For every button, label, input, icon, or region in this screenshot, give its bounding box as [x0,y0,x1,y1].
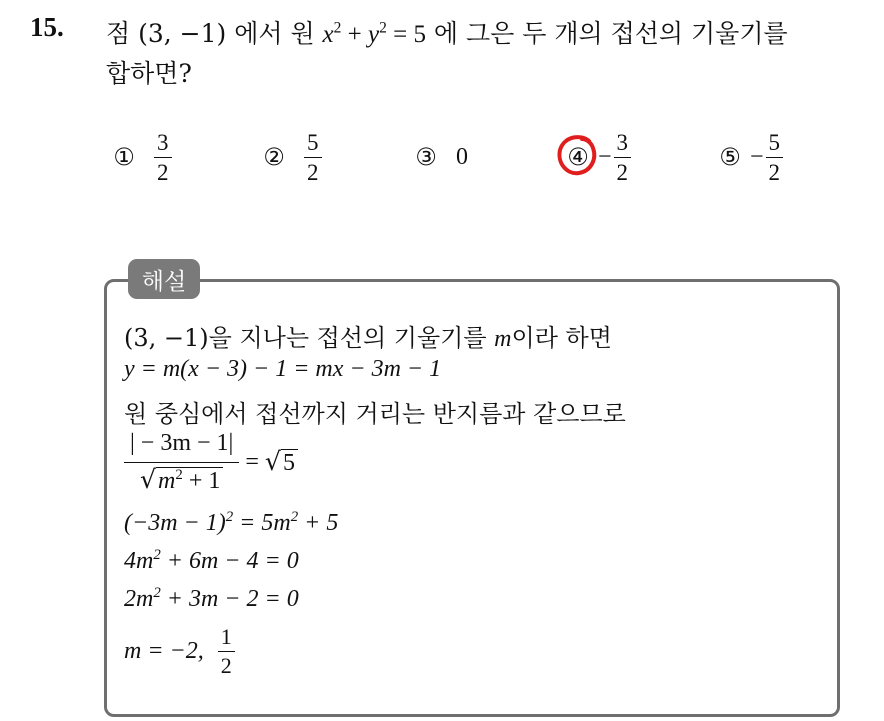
distance-denominator [140,463,223,495]
selection-circle-icon [555,133,599,179]
solution-line-5-c: + 5 [298,510,339,536]
choice-5-sign: − [750,143,764,170]
solution-line-3: 원 중심에서 접선까지 거리는 반지름과 같으므로 [124,400,626,428]
distance-numerator: | − 3m − 1| [124,430,239,463]
choice-4-marker: ④ [562,143,594,171]
choice-5-marker: ⑤ [719,143,741,171]
solution-line-6-a: 4m [124,548,154,574]
choice-2-denominator: 2 [307,159,319,185]
solution-line-7-a: 2m [124,586,154,612]
sqrt-symbol-icon: √ [139,465,157,494]
solution-line-5-b: = 5m [233,510,291,536]
solution-line-5-exp: 2 [225,508,234,525]
sqrt-symbol-icon: √ [264,446,281,476]
question-plus: + [341,21,369,48]
answer-denominator: 2 [220,653,232,678]
solution-line-4-eq: = [239,449,265,475]
choice-2[interactable] [258,126,322,188]
choice-4-denominator: 2 [616,159,629,185]
answer-fraction [218,626,235,677]
choice-2-fraction [304,131,322,184]
solution-line-8-a: m = −2, [124,638,210,664]
sqrt-rhs-value: 5 [281,449,298,476]
choice-1-marker: ① [113,143,135,171]
question-var-y: y [368,21,380,48]
solution-line-6-exp: 2 [153,546,161,563]
question-exp-x: 2 [333,19,342,37]
question-text-b: 에 그은 두 개의 접선의 기울기를 [425,19,788,48]
question-number: 15. [30,12,64,42]
choice-5[interactable] [714,126,783,188]
solution-line-2: y = m(x − 3) − 1 = mx − 3m − 1 [124,356,442,382]
solution-line-5-exp2: 2 [290,508,299,525]
solution-line-7-exp: 2 [153,584,161,601]
choice-3-marker: ③ [415,143,437,171]
choice-5-fraction [766,131,784,184]
radicand-rest: + 1 [182,468,221,494]
question-text [106,14,788,50]
choice-4-sign: − [598,143,612,170]
choice-5-numerator: 5 [766,131,784,158]
question-eq: = 5 [386,21,426,48]
choice-5-denominator: 2 [768,159,781,185]
choice-1-fraction [154,131,172,184]
choice-2-marker: ② [263,143,285,171]
choice-1-denominator: 2 [157,159,169,185]
solution-line-5-a: (−3m − 1) [124,510,226,536]
solution-line-6 [124,548,299,575]
solution-line-5 [124,510,338,537]
solution-line-1-a: (3, −1)을 지나는 접선의 기울기를 [124,324,495,352]
choice-3[interactable] [410,126,468,188]
choice-4-fraction [614,131,632,184]
question-text-line2: 합하면? [106,59,192,88]
question-var-x: x [322,21,334,48]
sqrt-radicand [156,467,223,494]
solution-line-1-var: m [494,326,512,352]
question-exp-y: 2 [379,19,387,37]
solution-line-8 [124,626,235,677]
solution-line-4 [124,430,298,495]
solution-line-1 [124,318,612,353]
sqrt-denominator [140,467,223,494]
choice-3-value: 0 [456,143,468,170]
answer-numerator: 1 [218,626,235,652]
solution-line-6-b: + 6m − 4 = 0 [160,548,299,574]
solution-line-7 [124,586,299,613]
choice-4[interactable] [562,126,631,188]
solution-tag: 해설 [128,259,200,299]
choice-1[interactable] [108,126,172,188]
choice-4-numerator: 3 [614,131,632,158]
choice-1-numerator: 3 [154,131,172,158]
solution-line-1-b: 이라 하면 [511,324,612,352]
radicand-base: m [158,468,176,494]
radicand-exp: 2 [175,466,183,483]
distance-fraction [124,430,239,495]
choice-2-numerator: 5 [304,131,322,158]
solution-line-7-b: + 3m − 2 = 0 [160,586,299,612]
sqrt-rhs [264,446,298,476]
question-text-a: 점 (3, −1) 에서 원 [106,19,323,48]
